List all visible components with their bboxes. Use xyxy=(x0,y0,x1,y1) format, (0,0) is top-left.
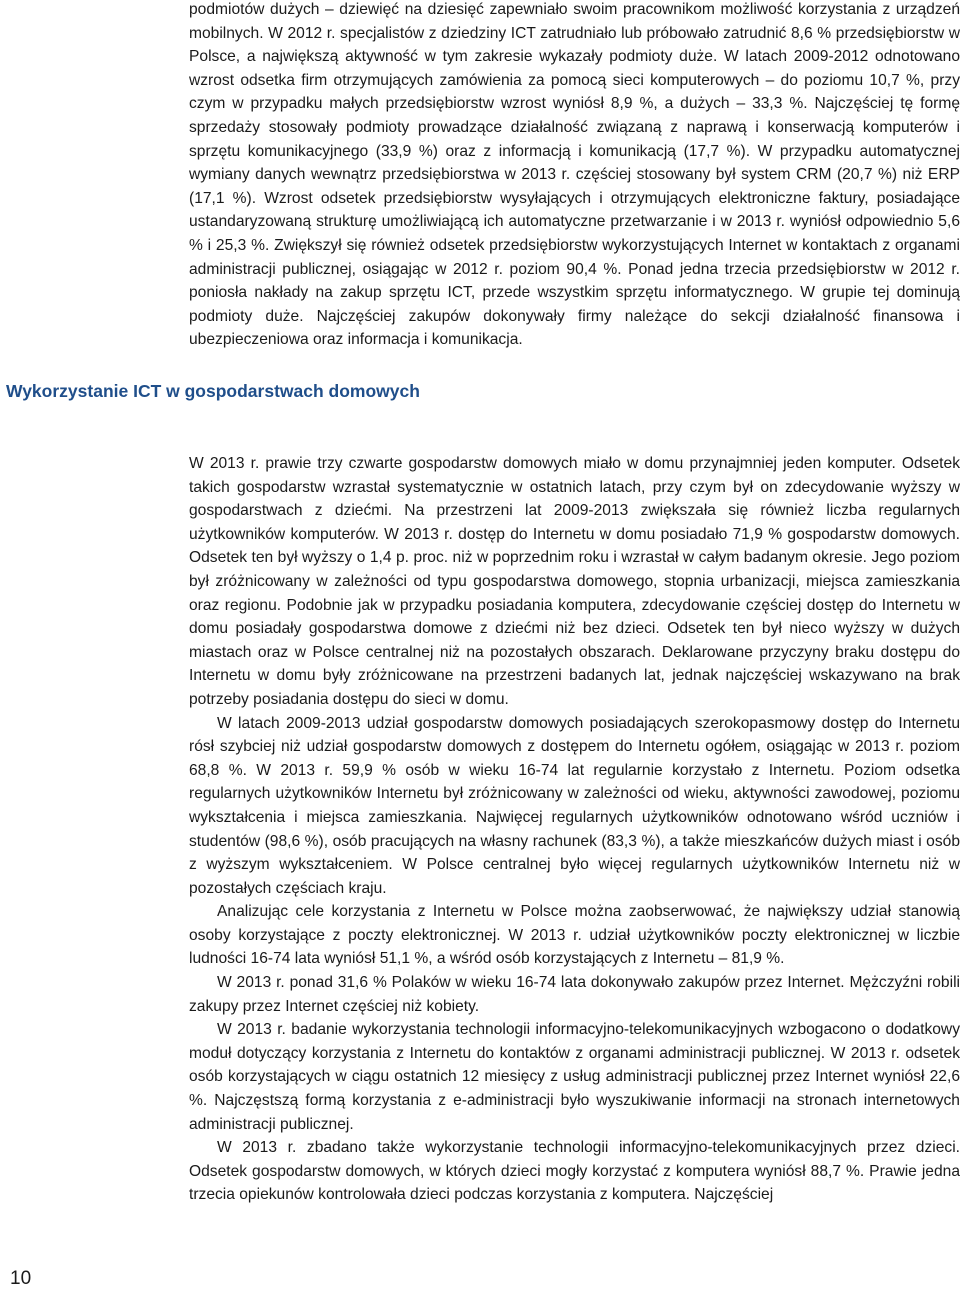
intro-text-block xyxy=(189,0,960,352)
paragraph: Analizując cele korzystania z Internetu w Polsce można zaobserwować, że największy udział stanowią osoby korzystające z poczty elektronicznej. W 2013 r. udział użytkowników poczty elektronicznej w liczbie ludności 16-74 lata wyniósł 51,1 %, a wśród osób korzystających z Internetu – 81,9 %. xyxy=(189,903,960,968)
paragraph: W 2013 r. badanie wykorzystania technologii informacyjno-telekomunikacyjnych wzbogacono o dodatkowy moduł dotyczący korzystania z Internetu do kontaktów z organami administracji publicznej. W 2013 r. odsetek osób korzystających w ciągu ostatnich 12 miesięcy z usług administracji publicznej przez Internet wyniósł 22,6 %. Najczęstszą formą korzystania z e-administracji było wyszukiwanie informacji na stronach internetowych administracji publicznej. xyxy=(189,1021,960,1133)
paragraph: W 2013 r. zbadano także wykorzystanie technologii informacyjno-telekomunikacyjnych przez dzieci. Odsetek gospodarstw domowych, w których dzieci mogły korzystać z komputera wyniósł 88,7 %. Prawie jedna trzecia opiekunów kontrolowała dzieci podczas korzystania z komputera. Najczęściej xyxy=(189,1139,960,1204)
paragraph: podmiotów dużych – dziewięć na dziesięć zapewniało swoim pracownikom możliwość korzystania z urządzeń mobilnych. W 2012 r. specjalistów z dziedziny ICT zatrudniało lub próbowało zatrudnić 8,6 % przedsiębiorstw w Polsce, a największą aktywność w tym zakresie wykazały podmioty duże. W latach 2009-2012 odnotowano wzrost odsetka firm otrzymujących zamówienia za pomocą sieci komputerowych – do poziomu 10,7 %, przy czym w przypadku małych przedsiębiorstw wzrost wyniósł 8,9 %, a dużych – 33,3 %. Najczęściej tę formę sprzedaży stosowały podmioty prowadzące działalność związaną z naprawą i konserwacją komputerów i sprzętu komunikacyjnego (33,9 %) oraz z informacją i komunikacją (17,7 %). W przypadku automatycznej wymiany danych wewnątrz przedsiębiorstwa w 2013 r. częściej stosowany był system CRM (20,7 %) niż ERP (17,1 %). Wzrost odsetek przedsiębiorstw wysyłających i otrzymujących elektroniczne faktury, posiadające ustandaryzowaną strukturę umożliwiającą ich automatyczne przetwarzanie i w 2013 r. wyniósł odpowiednio 5,6 % i 25,3 %. Zwiększył się również odsetek przedsiębiorstw wykorzystujących Internet w kontaktach z organami administracji publicznej, osiągając w 2012 r. poziom 90,4 %. Ponad jedna trzecia przedsiębiorstw w 2012 r. poniosła nakłady na zakup sprzętu ICT, przede wszystkim sprzętu informatycznego. W grupie tej dominują podmioty duże. Najczęściej zakupów dokonywały firmy należące do sekcji działalność finansowa i ubezpieczeniowa oraz informacja i komunikacja. xyxy=(189,1,960,349)
main-text-block xyxy=(189,452,960,1207)
paragraph: W 2013 r. ponad 31,6 % Polaków w wieku 16-74 lata dokonywało zakupów przez Internet. Mężczyźni robili zakupy przez Internet częściej niż kobiety. xyxy=(189,974,960,1015)
section-heading: Wykorzystanie ICT w gospodarstwach domowych xyxy=(6,381,420,401)
page-number: 10 xyxy=(10,1268,32,1289)
paragraph: W latach 2009-2013 udział gospodarstw domowych posiadających szerokopasmowy dostęp do Internetu rósł szybciej niż udział gospodarstw domowych z dostępem do Internetu ogółem, osiągając w 2013 r. poziom 68,8 %. W 2013 r. 59,9 % osób w wieku 16-74 lat regularnie korzystało z Internetu. Poziom odsetka regularnych użytkowników Internetu był zróżnicowany w zależności od wieku, aktywności zawodowej, poziomu wykształcenia i miejsca zamieszkania. Najwięcej regularnych użytkowników odnotowano wśród uczniów i studentów (98,6 %), osób pracujących na własny rachunek (83,3 %), a także mieszkańców dużych miast i osób z wyższym wykształceniem. W Polsce centralnej było więcej regularnych użytkowników Internetu niż w pozostałych częściach kraju. xyxy=(189,714,960,897)
paragraph: W 2013 r. prawie trzy czwarte gospodarstw domowych miało w domu przynajmniej jeden komputer. Odsetek takich gospodarstw wzrastał systematycznie w ostatnich latach, przy czym był on zdecydowanie wyższy w gospodarstwach z dziećmi. Na przestrzeni lat 2009-2013 zwiększała się również liczba regularnych użytkowników komputerów. W 2013 r. dostęp do Internetu w domu posiadało 71,9 % gospodarstw domowych. Odsetek ten był wyższy o 1,4 p. proc. niż w poprzednim roku i wzrastał w całym badanym okresie. Jego poziom był zróżnicowany w zależności od typu gospodarstwa domowego, stopnia urbanizacji, miejsca zamieszkania oraz regionu. Podobnie jak w przypadku posiadania komputera, zdecydowanie częściej dostęp do Internetu w domu posiadały gospodarstwa domowe z dziećmi niż bez dzieci. Odsetek ten był nieco wyższy w dużych miastach oraz w Polsce centralnej niż na pozostałych obszarach. Deklarowane przyczyny braku dostępu do Internetu w domu były zróżnicowane na przestrzeni badanych lat, jednak najczęściej wskazywano na brak potrzeby posiadania dostępu do sieci w domu. xyxy=(189,455,960,708)
